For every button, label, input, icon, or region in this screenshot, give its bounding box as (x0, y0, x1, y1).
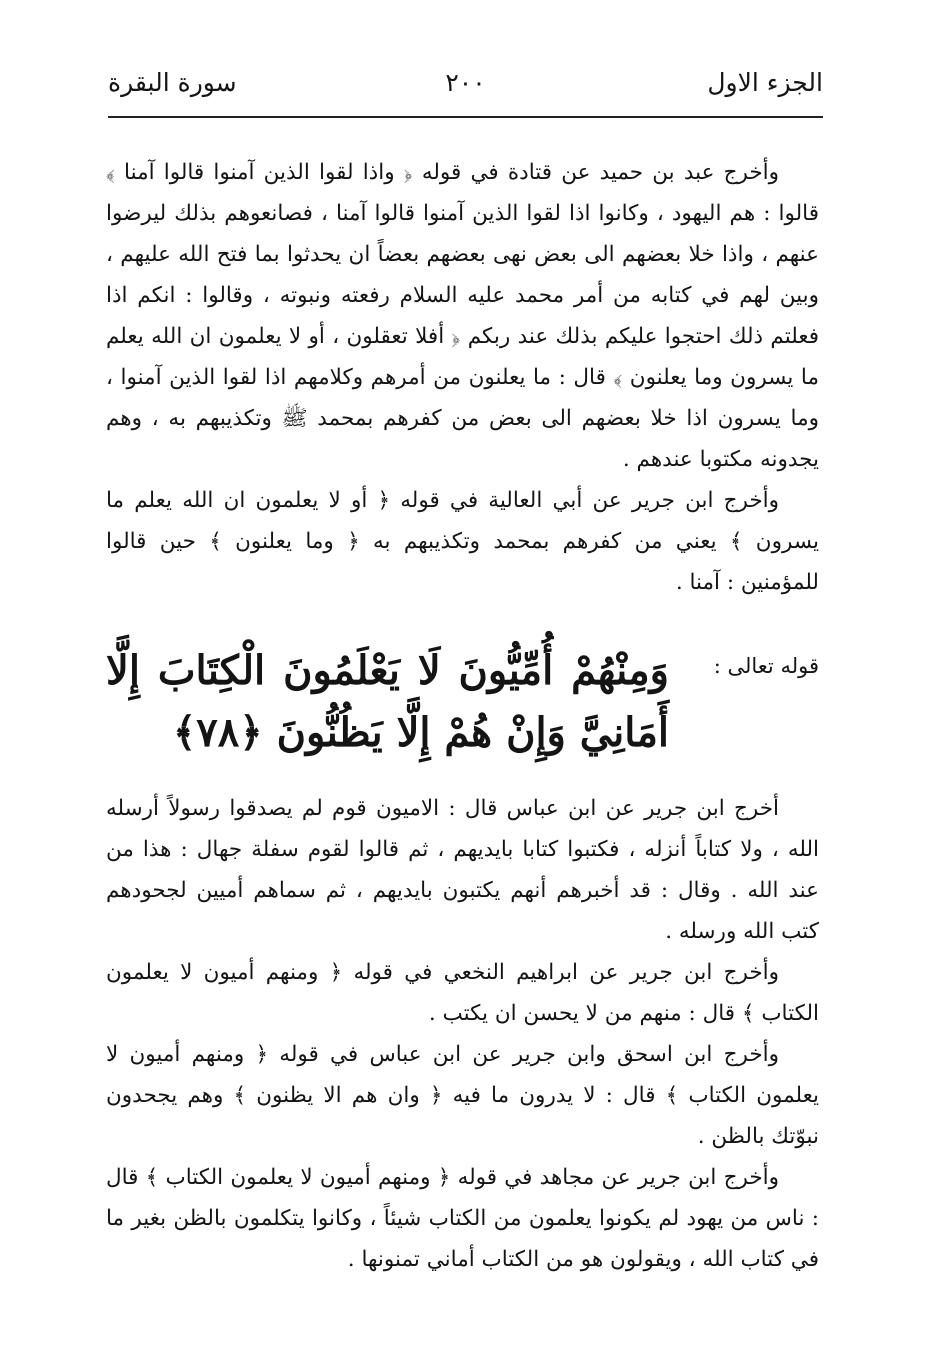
paragraph: وأخرج ابن جرير عن أبي العالية في قوله ﴿ أو لا يعلمون ان الله يعلم ما يسرون ﴾ يعني من كفرهم بمحمد وتكذيبهم به ﴿ وما يعلنون ﴾ حين قالوا للمؤمنين : آمنا . (106, 488, 819, 595)
paragraph: وأخرج ابن جرير عن ابراهيم النخعي في قوله ﴿ ومنهم أميون لا يعلمون الكتاب ﴾ قال : منهم من لا يحسن ان يكتب . (106, 960, 819, 1026)
header-rule (108, 116, 823, 118)
quran-verse: وَمِنْهُمْ أُمِّيُّونَ لَا يَعْلَمُونَ الْكِتَابَ إِلَّا أَمَانِيَّ وَإِنْ هُمْ إِلَّا يَظُنُّونَ ﴿٧٨﴾ (106, 647, 669, 756)
verse-heading (106, 640, 819, 770)
commentary-block-2 (106, 788, 819, 1280)
paragraph: وأخرج ابن جرير عن مجاهد في قوله ﴿ ومنهم أميون لا يعلمون الكتاب ﴾ قال : ناس من يهود لم يكونوا يعلمون من الكتاب شيئاً ، وكانوا يتكلمون بالظن بغير ما في كتاب الله ، ويقولون هو من الكتاب أماني تمنونها . (106, 1165, 819, 1272)
part-label: الجزء الاول (707, 68, 823, 97)
page-header (108, 68, 823, 112)
verse-intro: قوله تعالى : (713, 654, 819, 678)
surah-label: سورة البقرة (108, 68, 237, 97)
commentary-block-1 (106, 152, 819, 603)
paragraph: وأخرج عبد بن حميد عن قتادة في قوله ﴿ واذا لقوا الذين آمنوا قالوا آمنا ﴾ قالوا : هم اليهود ، وكانوا اذا لقوا الذين آمنوا قالوا آمنا ، فصانعوهم بذلك ليرضوا عنهم ، واذا خلا بعضهم الى بعض نهى بعضهم بعضاً ان يحدثوا بما فتح الله عليهم ، وبين لهم في كتابه من أمر محمد عليه السلام رفعته ونبوته ، وقالوا : انكم اذا فعلتم ذلك احتجوا عليكم بذلك عند ربكم ﴿ أفلا تعقلون ، أو لا يعلمون ان الله يعلم ما يسرون وما يعلنون ﴾ قال : ما يعلنون من أمرهم وكلامهم اذا لقوا الذين آمنوا ، وما يسرون اذا خلا بعضهم الى بعض من كفرهم بمحمد ﷺ وتكذيبهم به ، وهم يجدونه مكتوبا عندهم . (106, 160, 819, 472)
page-number: ٢٠٠ (445, 68, 486, 97)
paragraph: أخرج ابن جرير عن ابن عباس قال : الاميون قوم لم يصدقوا رسولاً أرسله الله ، ولا كتاباً أنزله ، فكتبوا كتابا بايديهم ، ثم قالوا لقوم سفلة جهال : هذا من عند الله . وقال : قد أخبرهم أنهم يكتبون بايديهم ، ثم سماهم أميين لجحودهم كتب الله ورسله . (106, 796, 819, 944)
paragraph: وأخرج ابن اسحق وابن جرير عن ابن عباس في قوله ﴿ ومنهم أميون لا يعلمون الكتاب ﴾ قال : لا يدرون ما فيه ﴿ وان هم الا يظنون ﴾ وهم يجحدون نبوّتك بالظن . (106, 1042, 819, 1149)
